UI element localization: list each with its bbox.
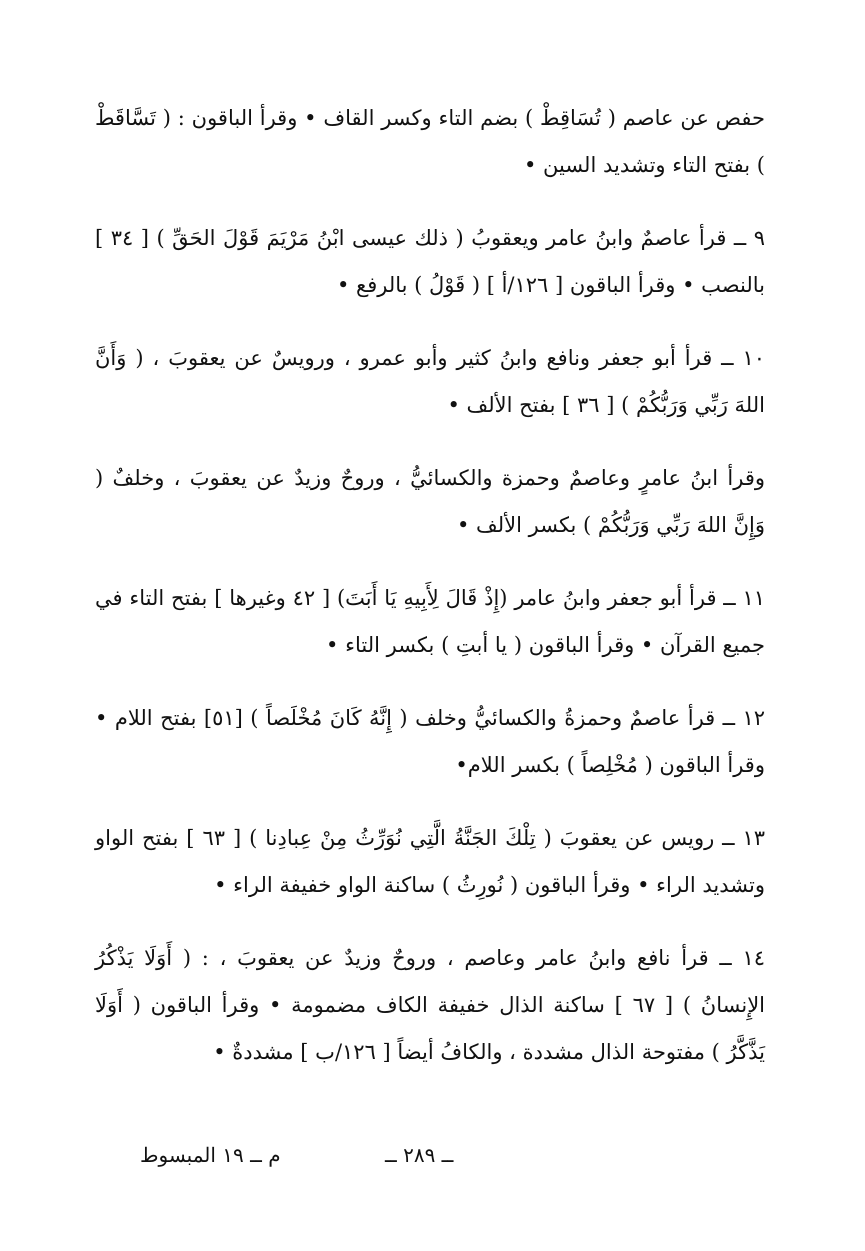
page-number: ــ ٢٨٩ ــ [385, 1143, 454, 1167]
paragraph-14: ١٤ ــ قرأ نافع وابنُ عامر وعاصم ، وروحٌ وزيدٌ عن يعقوبَ ، : ( أَوَلَا يَذْكُرُ الإِنسانُ ) [ ٦٧ ] ساكنة الذال خفيفة الكاف مضمومة • وقرأ الباقون ( أَوَلَا يَذَّكَّرُ ) مفتوحة الذال مشددة ، والكافُ أيضاً [ ١٢٦/ب ] مشددةٌ • [95, 946, 766, 1064]
paragraph-13: ١٣ ــ رويس عن يعقوبَ ( تِلْكَ الجَنَّةُ الَّتِي نُوَرِّثُ مِنْ عِبادِنا ) [ ٦٣ ] بفتح الواو وتشديد الراء • وقرأ الباقون ( نُورِثُ ) ساكنة الواو خفيفة الراء • [95, 826, 765, 897]
paragraph-10: ١٠ ــ قرأ أبو جعفر ونافع وابنُ كثير وأبو عمرو ، ورويسٌ عن يعقوبَ ، ( وَأَنَّ اللهَ رَبِّي وَرَبُّكُمْ ) [ ٣٦ ] بفتح الألف • [95, 346, 765, 417]
signature-mark: م ــ ١٩ المبسوط [140, 1143, 281, 1167]
paragraph-hafs: حفص عن عاصم ( تُسَاقِطْ ) بضم التاء وكسر القاف • وقرأ الباقون : ( تَسَّاقَطْ ) بفتح التاء وتشديد السين • [95, 106, 765, 177]
paragraph-12: ١٢ ــ قرأ عاصمٌ وحمزةُ والكسائيُّ وخلف ( إِنَّهُ كَانَ مُخْلَصاً ) [٥١] بفتح اللام • وقرأ الباقون ( مُخْلِصاً ) بكسر اللام• [95, 706, 765, 777]
paragraph-9: ٩ ــ قرأ عاصمٌ وابنُ عامر ويعقوبُ ( ذلك عيسى ابْنُ مَرْيَمَ قَوْلَ الحَقِّ ) [ ٣٤ ] بالنصب • وقرأ الباقون [ ١٢٦/أ ] ( قَوْلُ ) بالرفع • [95, 226, 765, 297]
paragraph-10-continued: وقرأ ابنُ عامرٍ وعاصمٌ وحمزة والكسائيُّ ، وروحٌ وزيدٌ عن يعقوبَ ، وخلفٌ ( وَإِنَّ اللهَ رَبِّي وَرَبُّكُمْ ) بكسر الألف • [95, 466, 765, 537]
paragraph-11: ١١ ــ قرأ أبو جعفر وابنُ عامر (إِذْ قَالَ لِأَبِيهِ يَا أَبَتَ) [ ٤٢ وغيرها ] بفتح التاء في جميع القرآن • وقرأ الباقون ( يا أبتِ ) بكسر التاء • [95, 586, 765, 657]
page-body [95, 95, 765, 1076]
page-footer [140, 1143, 520, 1173]
